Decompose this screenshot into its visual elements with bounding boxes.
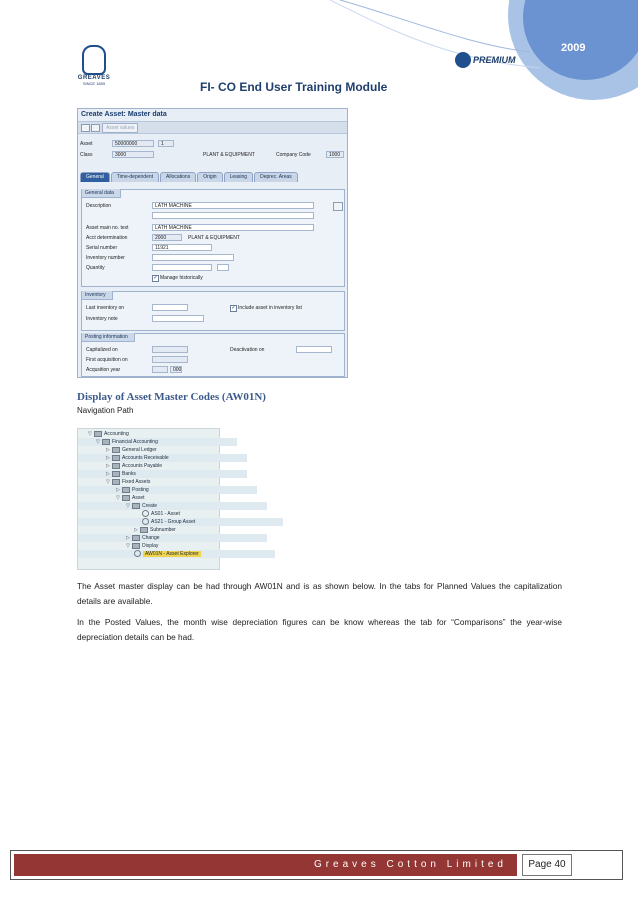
navigation-tree	[77, 428, 220, 570]
tree-item-label: Fixed Assets	[122, 479, 151, 485]
inventory-note-field[interactable]	[152, 315, 204, 322]
asset-values-button[interactable]: Asset values	[102, 123, 138, 133]
description-field-2[interactable]	[152, 212, 314, 219]
last-inventory-label: Last inventory on	[86, 305, 125, 311]
inventory-group	[81, 291, 345, 331]
folder-icon	[132, 503, 140, 509]
tree-item-as01[interactable]	[78, 510, 283, 518]
tree-item-fixed-assets[interactable]	[78, 478, 247, 486]
transaction-icon	[134, 550, 141, 557]
chevron-right-icon: ▷	[134, 527, 138, 533]
company-code-label: Company Code	[276, 152, 311, 158]
first-acquisition-label: First acquisition on	[86, 357, 128, 363]
tree-item-banks[interactable]	[78, 470, 247, 478]
posting-information-group	[81, 333, 345, 377]
tree-item-accounting[interactable]	[78, 430, 229, 438]
tree-item-label: Display	[142, 543, 159, 549]
footer-company-name: Greaves Cotton Limited	[313, 859, 507, 870]
class-label: Class	[80, 152, 93, 158]
tree-item-label: Subnumber	[150, 527, 176, 533]
premium-label: PREMIUM	[473, 55, 516, 65]
logo-since: SINCE 1859	[82, 81, 106, 86]
sap-toolbar	[78, 121, 347, 134]
chevron-down-icon: ▽	[106, 479, 110, 485]
asset-label: Asset	[80, 141, 93, 147]
tab-time-dependent[interactable]: Time-dependent	[111, 172, 159, 182]
include-inventory-label: Include asset in inventory list	[238, 305, 302, 311]
sap-create-asset-screen	[77, 108, 348, 378]
tree-item-label: Financial Accounting	[112, 439, 158, 445]
chevron-down-icon: ▽	[96, 439, 100, 445]
tree-item-accounts-payable[interactable]	[78, 462, 247, 470]
include-inventory-checkbox[interactable]: ✓	[231, 305, 236, 311]
acquisition-year-label: Acqusition year	[86, 367, 121, 373]
section-heading: Display of Asset Master Codes (AW01N)	[77, 391, 266, 403]
toolbar-icon-2[interactable]	[91, 124, 100, 132]
greaves-logo	[76, 45, 112, 86]
folder-icon	[112, 455, 120, 461]
body-paragraph-1: The Asset master display can be had through AW01N and is as shown below. In the tabs for Planned Values the capitalization details are available.	[77, 581, 562, 606]
transaction-icon	[142, 518, 149, 525]
tree-item-create[interactable]	[78, 502, 267, 510]
tree-item-financial-accounting[interactable]	[78, 438, 237, 446]
toolbar-icon-1[interactable]	[81, 124, 90, 132]
tree-item-label: Accounting	[104, 431, 129, 437]
quantity-field[interactable]	[152, 264, 212, 271]
description-label: Description	[86, 203, 112, 209]
folder-icon	[122, 495, 130, 501]
posting-information-title: Posting information	[82, 333, 135, 342]
premium-emblem-icon	[455, 52, 471, 68]
inventory-number-label: Inventory number	[86, 255, 125, 261]
general-data-group	[81, 189, 345, 287]
tree-item-subnumber[interactable]	[78, 526, 275, 534]
folder-icon	[140, 527, 148, 533]
company-code-field[interactable]: 1000	[326, 151, 344, 158]
tree-item-label: General Ledger	[122, 447, 157, 453]
folder-icon	[132, 543, 140, 549]
capitalized-on-field[interactable]	[152, 346, 188, 353]
tree-item-label: Accounts Payable	[122, 463, 163, 469]
greaves-emblem-icon	[82, 45, 106, 75]
deactivation-on-field[interactable]	[296, 346, 332, 353]
main-text-label: Asset main no. text	[86, 225, 129, 231]
general-data-title: General data	[82, 189, 121, 198]
tab-deprec-areas[interactable]: Deprec. Areas	[254, 172, 298, 182]
chevron-right-icon: ▷	[106, 455, 110, 461]
footer-bar	[14, 854, 517, 876]
header-swoosh	[330, 0, 630, 80]
tab-allocations[interactable]: Allocations	[160, 172, 196, 182]
inventory-title: Inventory	[82, 291, 113, 300]
tree-item-label: AS21 - Group Asset	[151, 519, 196, 525]
class-description: PLANT & EQUIPMENT	[203, 152, 255, 158]
page-number: Page 40	[522, 854, 572, 876]
first-acquisition-field[interactable]	[152, 356, 188, 363]
tree-item-label-highlighted: AW01N - Asset Explorer	[145, 551, 199, 557]
chevron-right-icon: ▷	[126, 535, 130, 541]
manage-historically-checkbox[interactable]: ✓	[153, 275, 158, 281]
quantity-label: Quantity	[86, 265, 105, 271]
folder-icon	[94, 431, 102, 437]
year-label: 2009	[561, 42, 586, 54]
tab-leasing[interactable]: Leasing	[224, 172, 254, 182]
logo-name: GREAVES	[77, 75, 111, 81]
tree-item-change[interactable]	[78, 534, 267, 542]
asset-subnumber-field[interactable]: 1	[158, 140, 174, 147]
chevron-right-icon: ▷	[106, 447, 110, 453]
inventory-note-label: Inventory note	[86, 316, 118, 322]
folder-icon	[112, 447, 120, 453]
description-field[interactable]: LATH MACHINE	[152, 202, 314, 209]
body-paragraph-2: In the Posted Values, the month wise depreciation figures can be know whereas the tab for “Comparisons” the year-wise depreciation details can be had.	[77, 617, 562, 642]
navigation-path-label: Navigation Path	[77, 406, 134, 415]
folder-icon	[122, 487, 130, 493]
acquisition-year-field[interactable]	[152, 366, 168, 373]
inventory-number-field[interactable]	[152, 254, 234, 261]
chevron-down-icon: ▽	[116, 495, 120, 501]
tree-item-label: Create	[142, 503, 158, 509]
sap-screen-title: Create Asset: Master data	[81, 111, 167, 118]
chevron-right-icon: ▷	[106, 471, 110, 477]
tree-item-label: Asset	[132, 495, 145, 501]
serial-number-label: Serial number	[86, 245, 118, 251]
asset-field[interactable]: 50000000	[112, 140, 154, 147]
tree-item-label: Change	[142, 535, 160, 541]
document-title: FI- CO End User Training Module	[200, 80, 388, 94]
premium-logo	[455, 52, 516, 68]
chevron-right-icon: ▷	[106, 463, 110, 469]
page-footer	[10, 850, 623, 880]
main-text-field[interactable]: LATH MACHINE	[152, 224, 314, 231]
folder-icon	[132, 535, 140, 541]
capitalized-on-label: Capitalized on	[86, 347, 118, 353]
chevron-right-icon: ▷	[116, 487, 120, 493]
last-inventory-field[interactable]	[152, 304, 188, 311]
tree-item-as21[interactable]	[78, 518, 283, 526]
acct-determination-desc: PLANT & EQUIPMENT	[188, 235, 240, 241]
folder-icon	[112, 479, 120, 485]
chevron-down-icon: ▽	[88, 431, 92, 437]
tree-item-display[interactable]	[78, 542, 267, 550]
tree-item-posting[interactable]	[78, 486, 257, 494]
acquisition-period-field[interactable]: 000	[170, 366, 182, 373]
class-field[interactable]: 3000	[112, 151, 154, 158]
long-text-icon[interactable]	[333, 202, 343, 211]
tree-item-aw01n[interactable]	[78, 550, 275, 558]
tree-item-general-ledger[interactable]	[78, 446, 247, 454]
chevron-down-icon: ▽	[126, 503, 130, 509]
asset-tabs	[80, 172, 298, 182]
serial-number-field[interactable]: 11921	[152, 244, 212, 251]
tree-item-accounts-receivable[interactable]	[78, 454, 247, 462]
deactivation-on-label: Deactivation on	[230, 347, 265, 353]
tree-item-label: Accounts Receivable	[122, 455, 169, 461]
tree-item-label: AS01 - Asset	[151, 511, 180, 517]
folder-icon	[102, 439, 110, 445]
tab-origin[interactable]: Origin	[197, 172, 222, 182]
tree-item-asset[interactable]	[78, 494, 257, 502]
quantity-unit-field[interactable]	[217, 264, 229, 271]
folder-icon	[112, 463, 120, 469]
acct-determination-field[interactable]: 2000	[152, 234, 182, 241]
tree-item-label: Banks	[122, 471, 136, 477]
folder-icon	[112, 471, 120, 477]
tree-item-label: Posting	[132, 487, 149, 493]
tab-general[interactable]: General	[80, 172, 110, 182]
transaction-icon	[142, 510, 149, 517]
acct-determination-label: Acct determination	[86, 235, 128, 241]
manage-historically-label: Manage historically	[160, 275, 203, 281]
chevron-down-icon: ▽	[126, 543, 130, 549]
